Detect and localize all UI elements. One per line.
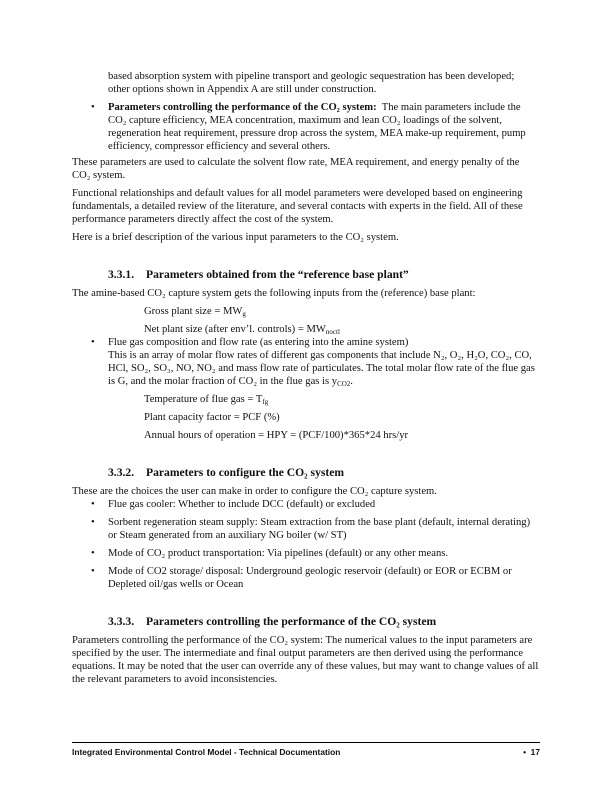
section-title: Parameters obtained from the “reference base plant” (146, 268, 409, 281)
paragraph: These parameters are used to calculate the solvent flow rate, MEA requirement, and energy penalty of the CO₂ system. (72, 157, 520, 181)
section-heading-333 (108, 615, 540, 629)
bullet-icon: • (91, 548, 95, 559)
param-net-plant: Net plant size (after env’l. controls) = $MW_{noctl}$ (144, 324, 340, 336)
page-footer (72, 742, 540, 757)
param-temperature: Temperature of flue gas = $T_{fg}$ (144, 394, 269, 406)
paragraph: The amine-based CO₂ capture system gets the following inputs from the (reference) base plant: (72, 288, 476, 299)
paragraph: Parameters controlling the performance of the CO₂ system: The numerical values to the input parameters are specified by the user. The intermediate and final output parameters are then derived using the performance equations. It may be noted that the user can override any of these values, but may want to change values of all the relevant parameters to avoid inconsistencies. (72, 635, 539, 685)
section-heading-332 (108, 466, 540, 480)
bullet-icon: • (91, 566, 95, 577)
list-item: • Flue gas cooler: Whether to include DCC (default) or excluded (91, 499, 376, 510)
paragraph: Here is a brief description of the various input parameters to the CO₂ system. (72, 232, 399, 243)
paragraph: These are the choices the user can make in order to configure the CO₂ capture system. (72, 486, 437, 497)
list-item: • Mode of CO₂ product transportation: Via pipelines (default) or any other means. (91, 548, 449, 559)
bullet-title: Flue gas composition and flow rate (as entering into the amine system) (108, 337, 409, 348)
bullet-icon: • (91, 102, 95, 113)
list-item: • Flue gas composition and flow rate (as entering into the amine system) This is an array of molar flow rates of different gas components that include N₂, O₂, H₂O, CO₂, CO, HCl, SO₂, SO₃, NO, NO₂ and mass flow rate of particulates. The total molar flow rate of the flue gas is G, and the molar fraction of CO₂ in the flue gas is $y_{CO2}$. (91, 337, 535, 388)
bullet-icon: • (91, 499, 95, 510)
list-item: • Sorbent regeneration steam supply: Steam extraction from the base plant (default, internal derating) or Steam generated from an auxiliary NG boiler (w/ ST) (91, 517, 531, 541)
footer-title: Integrated Environmental Control Model - Technical Documentation (72, 747, 341, 757)
bullet-bold-lead: Parameters controlling the performance of the CO₂ system: (108, 102, 377, 113)
section-title: Parameters to configure the CO₂ system (146, 466, 345, 479)
bullet-icon: • (523, 747, 527, 757)
section-number: 3.3.1. (108, 268, 135, 281)
intro-continued-line1: based absorption system with pipeline transport and geologic sequestration has been developed; (108, 71, 515, 82)
section-number: 3.3.2. (108, 466, 135, 479)
param-annual-hours: Annual hours of operation = HPY = (PCF/100)*365*24 hrs/yr (144, 430, 409, 441)
param-capacity-factor: Plant capacity factor = PCF (%) (144, 412, 280, 423)
intro-continued-line2: other options shown in Appendix A are still under construction. (108, 84, 377, 95)
paragraph: Functional relationships and default values for all model parameters were developed based on engineering fundamentals, a detailed review of the literature, and several contacts with experts in the field. All of these performance parameters directly affect the cost of the system. (72, 188, 523, 225)
configure-bullet-list (72, 498, 540, 591)
list-item: • Mode of CO2 storage/ disposal: Underground geologic reservoir (default) or EOR or ECBM or Depleted oil/gas wells or Ocean (91, 566, 512, 590)
page-body (72, 70, 540, 686)
performance-bullet-list (72, 101, 540, 153)
bullet-icon: • (91, 337, 95, 348)
section-heading-331 (108, 268, 540, 282)
section-number: 3.3.3. (108, 615, 135, 628)
bullet-text: This is an array of molar flow rates of different gas components that include N₂, O₂, H₂O, CO₂, CO, HCl, SO₂, SO₃, NO, NO₂ and mass flow rate of particulates. The total molar flow rate of the flue gas is G, and the molar fraction of CO₂ in the flue gas is y (108, 350, 535, 387)
list-item (72, 101, 540, 153)
section-title: Parameters controlling the performance of the CO₂ system (146, 615, 437, 628)
footer-page-number: • 17 (523, 747, 540, 757)
flue-gas-bullet-list (72, 336, 540, 388)
bullet-text: The main parameters include the CO₂ capture efficiency, MEA concentration, maximum and lean CO₂ loadings of the solvent, regeneration heat requirement, pressure drop across the system, MEA make-up requirement, pump efficiency, compressor efficiency and several others. (108, 102, 526, 152)
param-gross-plant: Gross plant size = $MW_g$ (144, 306, 246, 318)
bullet-icon: • (91, 517, 95, 528)
